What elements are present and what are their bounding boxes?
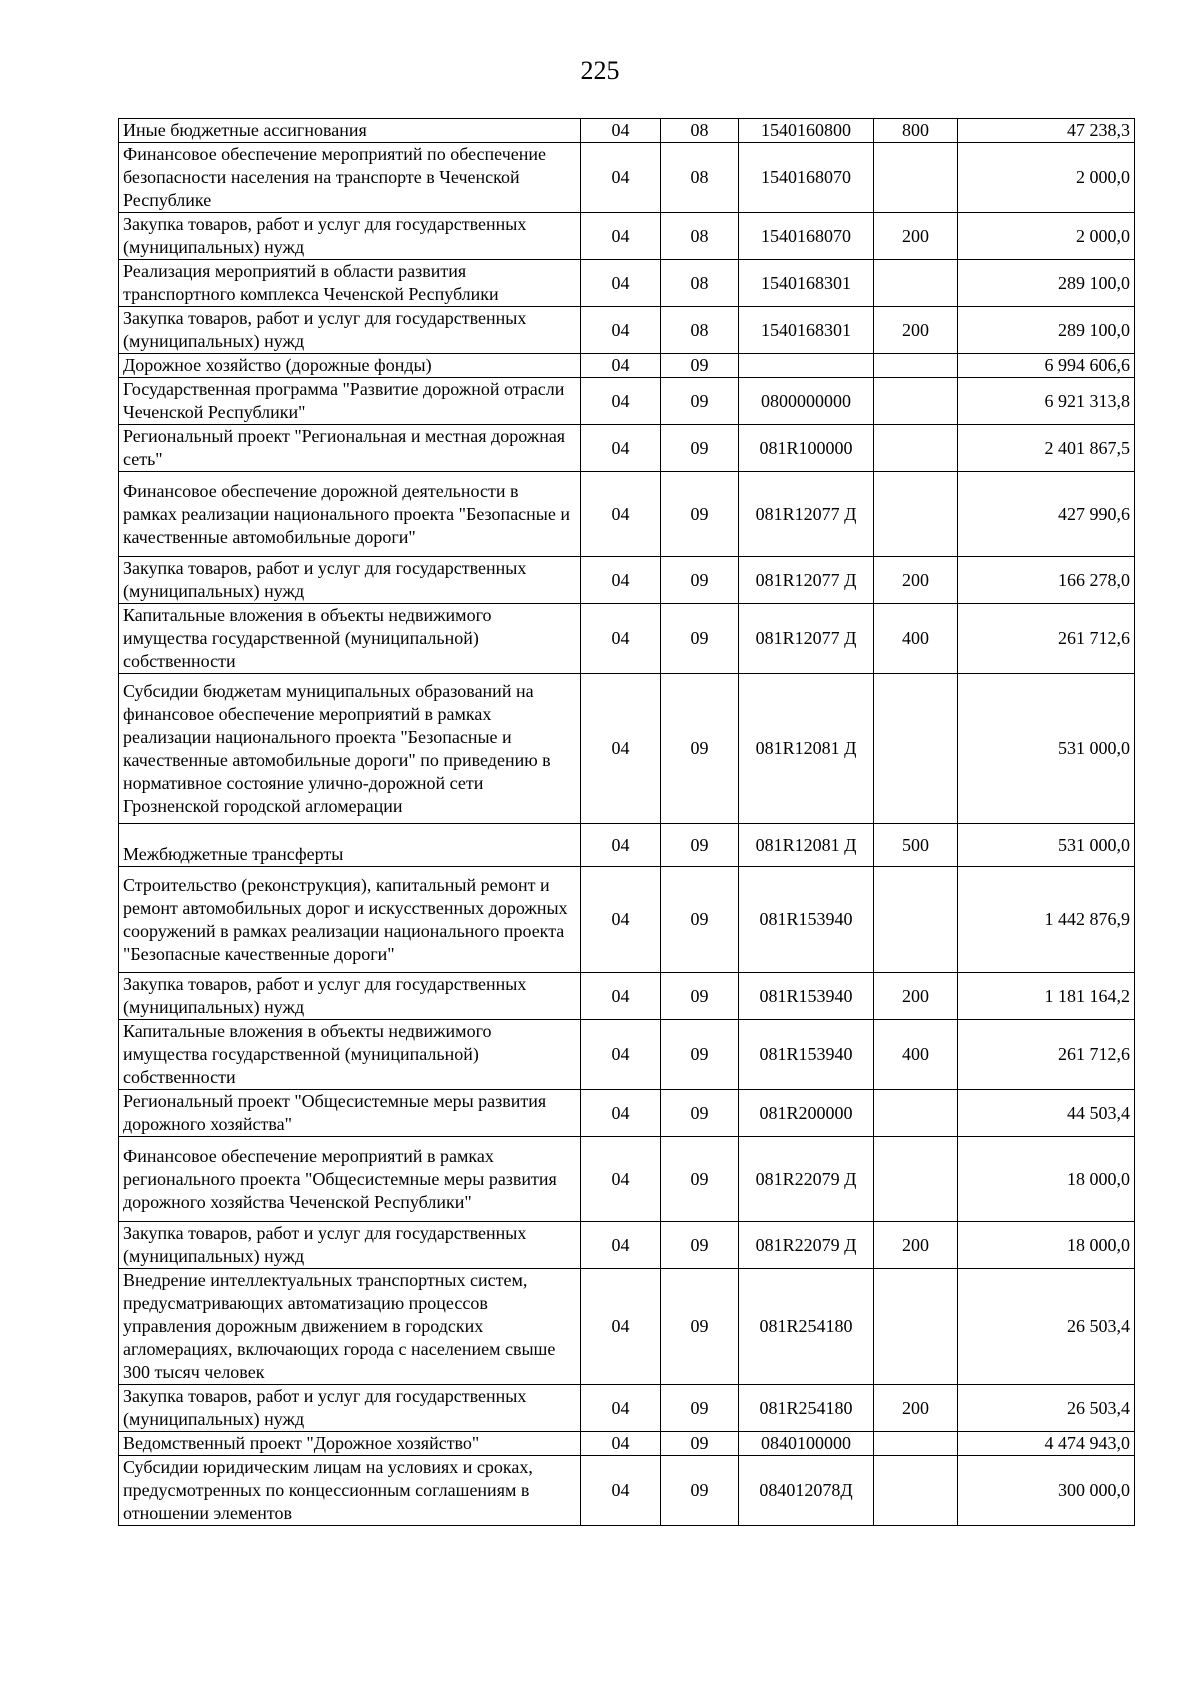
table-row [119,1020,1135,1090]
row-subsection-code: 09 [661,1020,739,1090]
row-section-code: 04 [581,1432,661,1456]
row-subsection-code: 09 [661,1456,739,1526]
row-target-article-code: 081R12077 Д [739,472,874,557]
row-expense-type-code: 200 [874,557,958,604]
row-subsection-code: 09 [661,425,739,472]
row-expense-type-code: 200 [874,1385,958,1432]
row-subsection-code: 09 [661,867,739,973]
row-expense-type-code [874,143,958,213]
row-subsection-code: 08 [661,307,739,354]
row-name: Капитальные вложения в объекты недвижимого имущества государственной (муниципальной) собственности [119,604,581,674]
row-amount: 427 990,6 [958,472,1135,557]
row-section-code: 04 [581,119,661,143]
row-section-code: 04 [581,354,661,378]
table-row [119,213,1135,260]
row-amount: 261 712,6 [958,1020,1135,1090]
row-subsection-code: 09 [661,1432,739,1456]
row-target-article-code: 081R22079 Д [739,1137,874,1222]
row-subsection-code: 09 [661,824,739,867]
row-expense-type-code [874,1137,958,1222]
row-subsection-code: 09 [661,1269,739,1385]
row-name: Капитальные вложения в объекты недвижимого имущества государственной (муниципальной) собственности [119,1020,581,1090]
row-amount: 6 994 606,6 [958,354,1135,378]
row-name: Дорожное хозяйство (дорожные фонды) [119,354,581,378]
row-target-article-code: 1540168070 [739,143,874,213]
row-subsection-code: 09 [661,354,739,378]
row-amount: 289 100,0 [958,307,1135,354]
table-row [119,867,1135,973]
row-amount: 2 000,0 [958,143,1135,213]
table-row [119,1385,1135,1432]
row-amount: 261 712,6 [958,604,1135,674]
table-row [119,1432,1135,1456]
row-target-article-code: 081R153940 [739,973,874,1020]
row-target-article-code: 1540168301 [739,307,874,354]
table-row [119,557,1135,604]
row-expense-type-code [874,1456,958,1526]
row-amount: 166 278,0 [958,557,1135,604]
row-amount: 531 000,0 [958,674,1135,824]
row-section-code: 04 [581,1385,661,1432]
row-name: Закупка товаров, работ и услуг для государственных (муниципальных) нужд [119,1222,581,1269]
row-name: Региональный проект "Региональная и местная дорожная сеть" [119,425,581,472]
row-expense-type-code [874,674,958,824]
row-section-code: 04 [581,260,661,307]
row-section-code: 04 [581,213,661,260]
row-name: Финансовое обеспечение мероприятий в рамках регионального проекта "Общесистемные меры развития дорожного хозяйства Чеченской Республики" [119,1137,581,1222]
row-expense-type-code [874,1269,958,1385]
table-row [119,354,1135,378]
row-expense-type-code: 400 [874,1020,958,1090]
row-subsection-code: 09 [661,1222,739,1269]
row-name: Государственная программа "Развитие дорожной отрасли Чеченской Республики" [119,378,581,425]
row-expense-type-code: 800 [874,119,958,143]
row-expense-type-code: 200 [874,1222,958,1269]
row-target-article-code: 081R12077 Д [739,557,874,604]
row-subsection-code: 08 [661,260,739,307]
row-section-code: 04 [581,824,661,867]
row-amount: 1 442 876,9 [958,867,1135,973]
row-expense-type-code [874,867,958,973]
row-section-code: 04 [581,143,661,213]
row-subsection-code: 09 [661,973,739,1020]
row-amount: 26 503,4 [958,1269,1135,1385]
row-expense-type-code: 200 [874,213,958,260]
table-row [119,1137,1135,1222]
row-subsection-code: 08 [661,213,739,260]
row-subsection-code: 09 [661,674,739,824]
row-section-code: 04 [581,1137,661,1222]
row-section-code: 04 [581,472,661,557]
row-expense-type-code [874,472,958,557]
table-row [119,674,1135,824]
row-section-code: 04 [581,604,661,674]
row-target-article-code: 081R22079 Д [739,1222,874,1269]
row-subsection-code: 09 [661,378,739,425]
row-target-article-code: 084012078Д [739,1456,874,1526]
row-amount: 18 000,0 [958,1137,1135,1222]
row-subsection-code: 09 [661,557,739,604]
row-amount: 4 474 943,0 [958,1432,1135,1456]
row-name: Межбюджетные трансферты [119,824,581,867]
row-name: Финансовое обеспечение дорожной деятельности в рамках реализации национального проекта "Безопасные и качественные автомобильные дороги" [119,472,581,557]
row-target-article-code: 081R200000 [739,1090,874,1137]
row-name: Субсидии бюджетам муниципальных образований на финансовое обеспечение мероприятий в рамках реализации национального проекта "Безопасные и качественные автомобильные дороги" по приведению в нормативное состояние улично-дорожной сети Грозненской городской агломерации [119,674,581,824]
row-target-article-code: 081R254180 [739,1385,874,1432]
row-name: Закупка товаров, работ и услуг для государственных (муниципальных) нужд [119,557,581,604]
row-section-code: 04 [581,307,661,354]
row-expense-type-code: 400 [874,604,958,674]
row-target-article-code: 081R12081 Д [739,824,874,867]
table-row [119,1090,1135,1137]
row-target-article-code: 081R12077 Д [739,604,874,674]
row-subsection-code: 08 [661,143,739,213]
row-expense-type-code [874,354,958,378]
row-subsection-code: 09 [661,472,739,557]
row-target-article-code: 081R12081 Д [739,674,874,824]
row-subsection-code: 09 [661,1137,739,1222]
row-expense-type-code: 200 [874,973,958,1020]
row-target-article-code: 1540168070 [739,213,874,260]
table-row [119,260,1135,307]
table-row [119,604,1135,674]
row-subsection-code: 08 [661,119,739,143]
row-target-article-code: 0840100000 [739,1432,874,1456]
row-name: Финансовое обеспечение мероприятий по обеспечение безопасности населения на транспорте в Чеченской Республике [119,143,581,213]
table-row [119,378,1135,425]
table-row [119,824,1135,867]
page-number: 225 [580,56,620,85]
row-expense-type-code: 200 [874,307,958,354]
row-expense-type-code [874,260,958,307]
row-target-article-code [739,354,874,378]
row-expense-type-code: 500 [874,824,958,867]
row-amount: 18 000,0 [958,1222,1135,1269]
row-target-article-code: 081R100000 [739,425,874,472]
row-amount: 2 401 867,5 [958,425,1135,472]
row-name: Закупка товаров, работ и услуг для государственных (муниципальных) нужд [119,1385,581,1432]
row-amount: 6 921 313,8 [958,378,1135,425]
row-amount: 300 000,0 [958,1456,1135,1526]
row-section-code: 04 [581,973,661,1020]
table-row [119,973,1135,1020]
row-target-article-code: 0800000000 [739,378,874,425]
table-row [119,472,1135,557]
row-section-code: 04 [581,1020,661,1090]
row-amount: 1 181 164,2 [958,973,1135,1020]
table-row [119,425,1135,472]
table-row [119,1222,1135,1269]
row-target-article-code: 1540160800 [739,119,874,143]
row-expense-type-code [874,1432,958,1456]
row-target-article-code: 1540168301 [739,260,874,307]
row-section-code: 04 [581,674,661,824]
row-name: Иные бюджетные ассигнования [119,119,581,143]
row-expense-type-code [874,425,958,472]
row-target-article-code: 081R153940 [739,867,874,973]
budget-table [118,118,1135,1526]
row-subsection-code: 09 [661,1090,739,1137]
row-expense-type-code [874,1090,958,1137]
row-subsection-code: 09 [661,1385,739,1432]
row-amount: 44 503,4 [958,1090,1135,1137]
row-name: Закупка товаров, работ и услуг для государственных (муниципальных) нужд [119,973,581,1020]
row-section-code: 04 [581,1090,661,1137]
row-name: Реализация мероприятий в области развития транспортного комплекса Чеченской Республики [119,260,581,307]
row-section-code: 04 [581,1269,661,1385]
row-section-code: 04 [581,867,661,973]
row-target-article-code: 081R153940 [739,1020,874,1090]
row-section-code: 04 [581,557,661,604]
row-amount: 47 238,3 [958,119,1135,143]
row-name: Внедрение интеллектуальных транспортных систем, предусматривающих автоматизацию процессов управления дорожным движением в городских агломерациях, включающих города с населением свыше 300 тысяч человек [119,1269,581,1385]
row-name: Ведомственный проект "Дорожное хозяйство" [119,1432,581,1456]
row-amount: 289 100,0 [958,260,1135,307]
row-section-code: 04 [581,378,661,425]
row-subsection-code: 09 [661,604,739,674]
table-row [119,119,1135,143]
row-name: Строительство (реконструкция), капитальный ремонт и ремонт автомобильных дорог и искусственных дорожных сооружений в рамках реализации национального проекта "Безопасные качественные дороги" [119,867,581,973]
table-row [119,1269,1135,1385]
row-section-code: 04 [581,425,661,472]
row-amount: 2 000,0 [958,213,1135,260]
row-name: Закупка товаров, работ и услуг для государственных (муниципальных) нужд [119,307,581,354]
row-section-code: 04 [581,1222,661,1269]
row-expense-type-code [874,378,958,425]
table-row [119,1456,1135,1526]
row-target-article-code: 081R254180 [739,1269,874,1385]
row-name: Субсидии юридическим лицам на условиях и сроках, предусмотренных по концессионным соглашениям в отношении элементов [119,1456,581,1526]
row-amount: 26 503,4 [958,1385,1135,1432]
row-section-code: 04 [581,1456,661,1526]
table-row [119,143,1135,213]
table-row [119,307,1135,354]
row-name: Закупка товаров, работ и услуг для государственных (муниципальных) нужд [119,213,581,260]
row-name: Региональный проект "Общесистемные меры развития дорожного хозяйства" [119,1090,581,1137]
row-amount: 531 000,0 [958,824,1135,867]
